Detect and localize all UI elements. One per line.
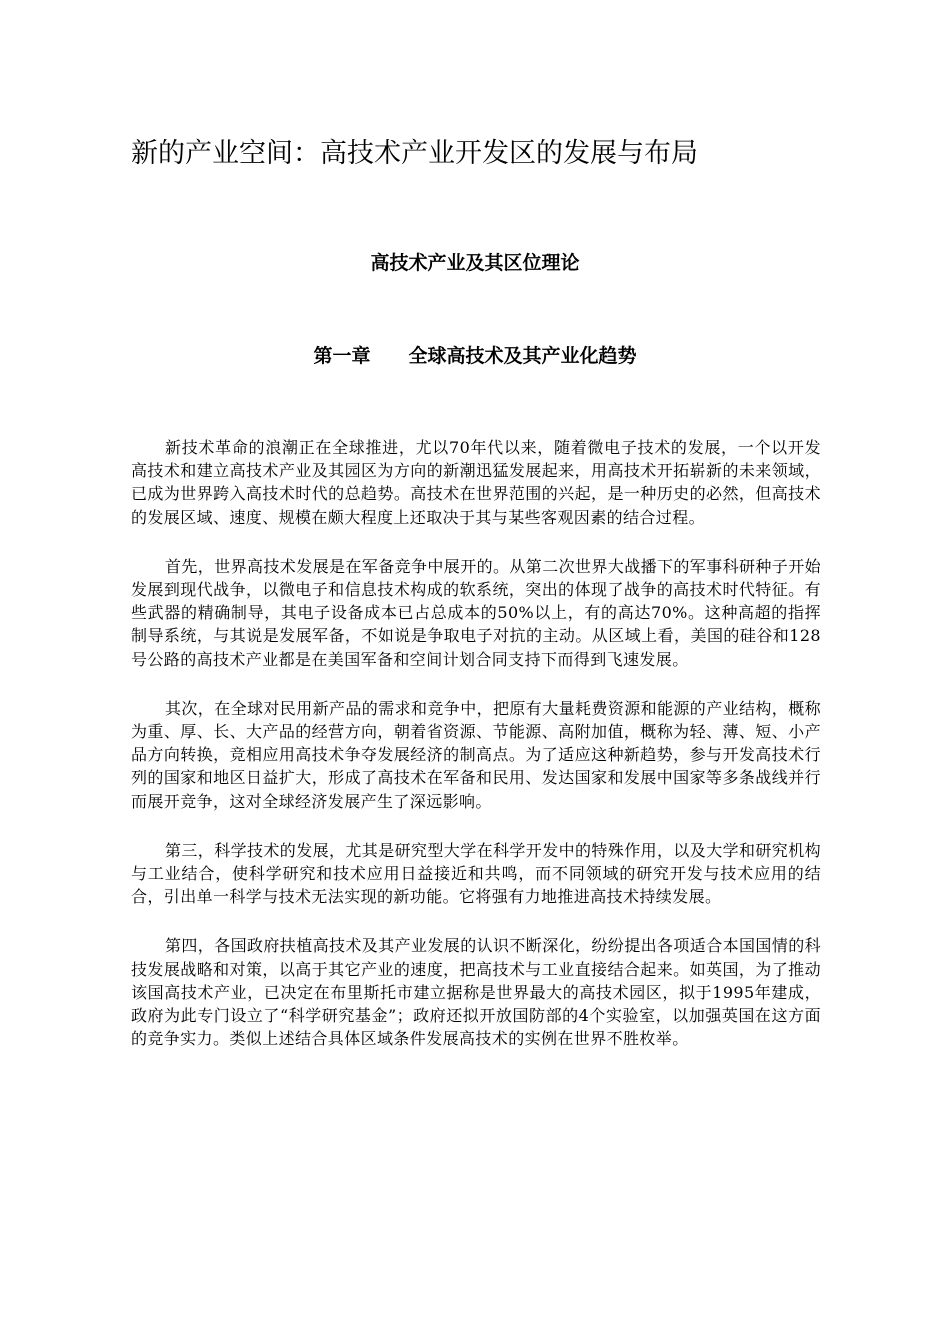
paragraph-1: 新技术革命的浪潮正在全球推进，尤以70年代以来，随着微电子技术的发展，一个以开发高技术和建立高技术产业及其园区为方向的新潮迅猛发展起来，用高技术开拓崭新的未来领域，已成为世界跨入高技术时代的总趋势。高技术在世界范围的兴起，是一种历史的必然，但高技术的发展区域、速度、规模在颇大程度上还取决于其与某些客观因素的结合过程。 (131, 438, 821, 527)
document-subtitle: 高技术产业及其区位理论 (370, 252, 580, 274)
paragraph-4: 第三，科学技术的发展，尤其是研究型大学在科学开发中的特殊作用，以及大学和研究机构与工业结合，使科学研究和技术应用日益接近和共鸣，而不同领域的研究开发与技术应用的结合，引出单一科学与技术无法实现的新功能。它将强有力地推进高技术持续发展。 (131, 840, 822, 907)
body-text (131, 436, 821, 1076)
chapter-heading: 第一章 全球高技术及其产业化趋势 (313, 345, 637, 367)
document-title: 新的产业空间：高技术产业开发区的发展与布局 (131, 138, 698, 169)
paragraph-2: 首先，世界高技术发展是在军备竞争中展开的。从第二次世界大战播下的军事科研种子开始发展到现代战争，以微电子和信息技术构成的软系统，突出的体现了战争的高技术时代特征。有些武器的精确制导，其电子设备成本已占总成本的50%以上，有的高达70%。这种高超的指挥制导系统，与其说是发展军备，不如说是争取电子对抗的主动。从区域上看，美国的硅谷和128号公路的高技术产业都是在美国军备和空间计划合同支持下而得到飞速发展。 (131, 556, 822, 669)
paragraph-3: 其次，在全球对民用新产品的需求和竞争中，把原有大量耗费资源和能源的产业结构，概称为重、厚、长、大产品的经营方向，朝着省资源、节能源、高附加值，概称为轻、薄、短、小产品方向转换，竞相应用高技术争夺发展经济的制高点。为了适应这种新趋势，参与开发高技术行列的国家和地区日益扩大，形成了高技术在军备和民用、发达国家和发展中国家等多条战线并行而展开竞争，这对全球经济发展产生了深远影响。 (131, 698, 822, 811)
paragraph-5: 第四，各国政府扶植高技术及其产业发展的认识不断深化，纷纷提出各项适合本国国情的科技发展战略和对策，以高于其它产业的速度，把高技术与工业直接结合起来。如英国，为了推动该国高技术产业，已决定在布里斯托市建立据称是世界最大的高技术园区，拟于1995年建成，政府为此专门设立了“科学研究基金”；政府还拟开放国防部的4个实验室，以加强英国在这方面的竞争实力。类似上述结合具体区域条件发展高技术的实例在世界不胜枚举。 (131, 936, 822, 1049)
